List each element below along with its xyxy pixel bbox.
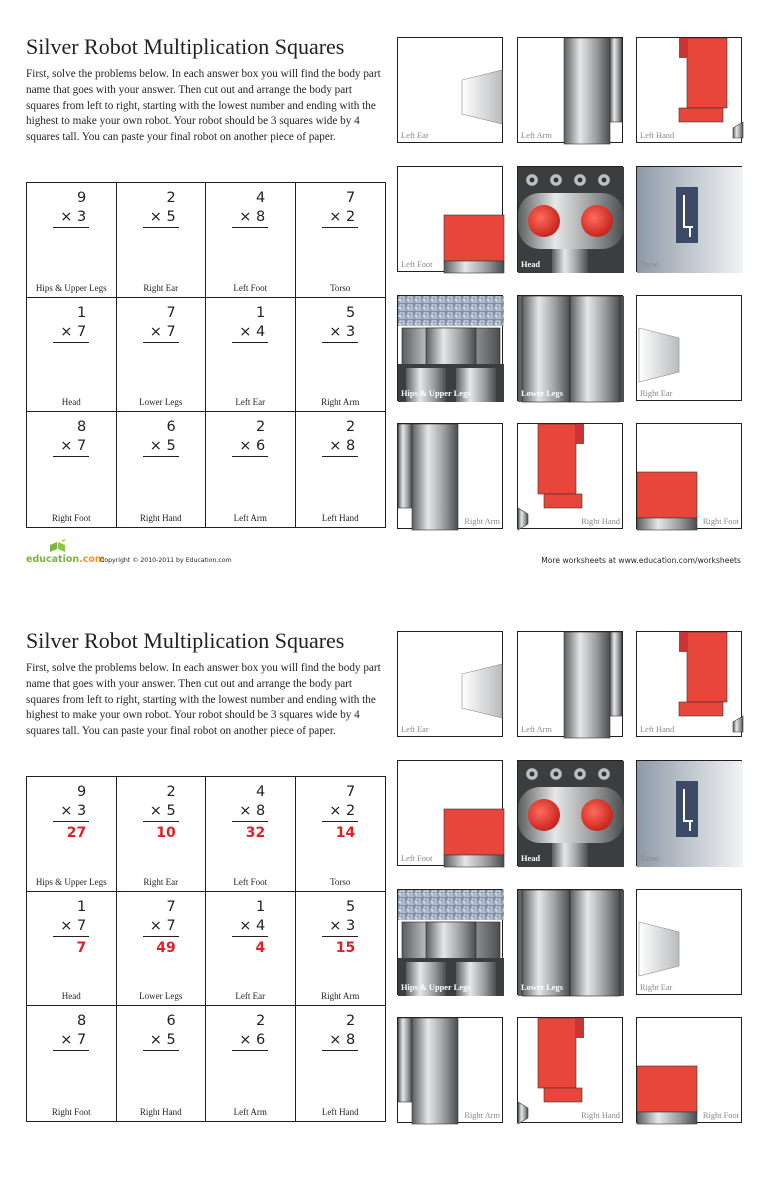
answer: 14 <box>335 825 356 841</box>
tile-left-foot[interactable] <box>397 166 503 272</box>
right-hand-icon <box>518 424 624 530</box>
problem-cell <box>296 777 386 892</box>
body-part-label: Left Foot <box>233 282 268 293</box>
body-part-label: Right Foot <box>51 512 91 523</box>
body-part-tiles <box>397 37 743 528</box>
tile-label: Left Hand <box>640 131 675 140</box>
problem-cell <box>206 298 296 413</box>
tile-label: Left Hand <box>640 725 675 734</box>
tile-torso[interactable] <box>636 760 742 866</box>
right-ear-icon <box>637 890 743 996</box>
multiplication-problem <box>322 418 358 457</box>
problem-cell <box>206 183 296 298</box>
tile-label: Right Arm <box>464 1111 500 1120</box>
multiplicand: 4 <box>256 784 266 800</box>
lower-legs-icon <box>518 296 624 402</box>
multiplier: × 8 <box>322 1031 358 1051</box>
problem-cell <box>117 892 207 1007</box>
multiplier: × 6 <box>232 1031 268 1051</box>
tile-head[interactable] <box>517 760 623 866</box>
copyright-text: Copyright © 2010-2011 by Education.com <box>100 557 232 564</box>
tile-label: Lower Legs <box>521 389 563 398</box>
multiplication-problem <box>53 783 89 844</box>
multiplier: × 7 <box>53 437 89 457</box>
tile-label: Torso <box>640 854 659 863</box>
multiplicand: 2 <box>166 190 176 206</box>
tile-left-ear[interactable] <box>397 631 503 737</box>
body-part-label: Torso <box>330 282 351 293</box>
tile-left-hand[interactable] <box>636 37 742 143</box>
tile-label: Left Arm <box>521 725 552 734</box>
multiplicand: 2 <box>256 1013 266 1030</box>
multiplier: × 8 <box>232 208 268 228</box>
multiplication-problem <box>143 1012 179 1051</box>
body-part-label: Hips & Upper Legs <box>35 282 107 293</box>
worksheet-instructions: First, solve the problems below. In each answer box you will find the body part name that goes with your answer. Then cut out and arrange the body part squares from left to right, starting with the lowest number and ending with the highest to make your own robot. Your robot should be 3 squares wide by 4 squares tall. You can paste your final robot on another piece of paper. <box>26 68 381 144</box>
problem-cell <box>206 1006 296 1121</box>
answer: 10 <box>156 825 176 841</box>
tile-label: Right Hand <box>581 517 620 526</box>
multiplier: × 5 <box>143 208 179 228</box>
more-worksheets-link[interactable]: More worksheets at www.education.com/worksheets <box>541 556 741 565</box>
multiplier: × 8 <box>322 437 358 457</box>
answer: 7 <box>76 939 87 956</box>
right-hand-icon <box>518 1018 624 1124</box>
body-part-label: Lower Legs <box>139 991 183 1002</box>
left-arm-icon <box>518 632 624 738</box>
multiplication-problem <box>232 783 268 844</box>
multiplicand: 5 <box>346 304 356 321</box>
problem-cell <box>117 412 207 527</box>
tile-label: Hips & Upper Legs <box>401 983 471 992</box>
body-part-label: Lower Legs <box>139 397 183 408</box>
tile-left-hand[interactable] <box>636 631 742 737</box>
problem-cell <box>296 892 386 1007</box>
tile-right-arm[interactable] <box>397 423 503 529</box>
multiplier: × 7 <box>53 323 89 343</box>
multiplier: × 2 <box>322 208 358 228</box>
tile-right-foot[interactable] <box>636 423 742 529</box>
problem-cell <box>117 1006 207 1121</box>
body-part-label: Left Foot <box>233 876 268 887</box>
body-part-label: Hips & Upper Legs <box>35 876 107 887</box>
lower-legs-icon <box>518 890 624 996</box>
left-arm-icon <box>518 38 624 144</box>
multiplication-problem <box>232 898 268 959</box>
left-hand-icon <box>637 632 743 738</box>
problem-cell <box>117 298 207 413</box>
tile-right-hand[interactable] <box>517 1017 623 1123</box>
answer: 15 <box>335 939 356 956</box>
multiplication-problem <box>322 189 358 228</box>
tile-label: Lower Legs <box>521 983 563 992</box>
right-foot-icon <box>637 424 743 530</box>
tile-label: Right Arm <box>464 517 500 526</box>
worksheet-answer-key <box>0 594 768 1188</box>
tile-label: Hips & Upper Legs <box>401 389 471 398</box>
tile-label: Right Foot <box>702 517 739 526</box>
tile-lower-legs[interactable] <box>517 889 623 995</box>
tile-left-ear[interactable] <box>397 37 503 143</box>
left-hand-icon <box>637 38 743 144</box>
multiplicand: 7 <box>346 784 356 800</box>
multiplier: × 2 <box>322 802 358 822</box>
multiplication-problem <box>143 783 179 844</box>
problem-cell <box>117 183 207 298</box>
tile-hips[interactable] <box>397 889 503 995</box>
body-part-label: Right Hand <box>139 1106 182 1117</box>
body-part-label: Right Hand <box>139 512 182 523</box>
multiplier: × 3 <box>53 208 89 228</box>
tile-label: Right Foot <box>702 1111 739 1120</box>
multiplicand: 1 <box>77 898 87 915</box>
body-part-label: Left Arm <box>233 512 267 523</box>
left-foot-icon <box>398 761 504 867</box>
multiplicand: 1 <box>256 898 266 915</box>
multiplier: × 4 <box>232 917 268 937</box>
multiplication-problem <box>232 189 268 228</box>
problem-cell <box>27 183 117 298</box>
worksheet-title: Silver Robot Multiplication Squares <box>26 34 345 59</box>
logo-wordmark: education.com <box>26 554 105 565</box>
tile-label: Head <box>521 260 541 269</box>
torso-icon <box>637 761 743 867</box>
multiplicand: 1 <box>77 304 87 321</box>
tile-label: Left Foot <box>401 854 433 863</box>
book-icon <box>48 540 68 554</box>
right-foot-icon <box>637 1018 743 1124</box>
multiplication-problem <box>232 418 268 457</box>
body-part-label: Torso <box>330 876 351 887</box>
multiplicand: 9 <box>77 190 87 206</box>
multiplication-problem <box>232 1012 268 1051</box>
multiplication-problem <box>322 783 358 844</box>
problem-cell <box>296 1006 386 1121</box>
tile-right-foot[interactable] <box>636 1017 742 1123</box>
tile-head[interactable] <box>517 166 623 272</box>
body-part-label: Left Arm <box>233 1106 267 1117</box>
problem-cell <box>206 412 296 527</box>
multiplication-problem <box>53 418 89 457</box>
multiplier: × 7 <box>143 323 179 343</box>
worksheet-instructions: First, solve the problems below. In each answer box you will find the body part name that goes with your answer. Then cut out and arrange the body part squares from left to right, starting with the lowest number and ending with the highest to make your own robot. Your robot should be 3 squares wide by 4 squares tall. You can paste your final robot on another piece of paper. <box>26 662 381 738</box>
problem-cell <box>296 183 386 298</box>
multiplicand: 1 <box>256 304 266 321</box>
body-part-label: Right Arm <box>321 991 360 1002</box>
multiplicand: 6 <box>166 1013 176 1030</box>
multiplicand: 8 <box>77 419 87 436</box>
problem-cell <box>27 777 117 892</box>
tile-label: Left Foot <box>401 260 433 269</box>
head-icon <box>518 167 624 273</box>
tile-label: Right Ear <box>640 389 673 398</box>
worksheet-title: Silver Robot Multiplication Squares <box>26 628 345 653</box>
tile-right-ear[interactable] <box>636 889 742 995</box>
tile-label: Torso <box>640 260 659 269</box>
problem-cell <box>117 777 207 892</box>
body-part-label: Right Ear <box>143 282 179 293</box>
right-ear-icon <box>637 296 743 402</box>
multiplicand: 7 <box>166 304 176 321</box>
tile-right-ear[interactable] <box>636 295 742 401</box>
multiplication-problem <box>53 898 89 959</box>
tile-label: Head <box>521 854 541 863</box>
multiplier: × 5 <box>143 802 179 822</box>
body-part-label: Head <box>61 991 81 1002</box>
problem-cell <box>206 777 296 892</box>
head-icon <box>518 761 624 867</box>
multiplicand: 2 <box>346 1013 356 1030</box>
multiplicand: 6 <box>166 419 176 436</box>
multiplicand: 8 <box>77 1013 87 1030</box>
multiplicand: 2 <box>346 419 356 436</box>
answer: 49 <box>156 939 176 956</box>
multiplier: × 5 <box>143 437 179 457</box>
tile-left-foot[interactable] <box>397 760 503 866</box>
problem-cell <box>206 892 296 1007</box>
multiplier: × 4 <box>232 323 268 343</box>
multiplication-problem <box>143 418 179 457</box>
multiplier: × 7 <box>53 917 89 937</box>
multiplier: × 7 <box>143 917 179 937</box>
tile-label: Left Arm <box>521 131 552 140</box>
multiplier: × 3 <box>322 917 358 937</box>
multiplication-problem <box>143 189 179 228</box>
tile-hips[interactable] <box>397 295 503 401</box>
right-arm-icon <box>398 424 504 530</box>
tile-lower-legs[interactable] <box>517 295 623 401</box>
multiplication-problem <box>143 898 179 959</box>
multiplier: × 5 <box>143 1031 179 1051</box>
multiplicand: 2 <box>256 419 266 436</box>
tile-torso[interactable] <box>636 166 742 272</box>
multiplication-problem <box>322 304 358 343</box>
multiplication-problem <box>53 304 89 343</box>
problem-grid <box>26 776 386 1122</box>
multiplier: × 3 <box>53 802 89 822</box>
hips-icon <box>398 890 504 996</box>
tile-right-arm[interactable] <box>397 1017 503 1123</box>
answer: 32 <box>245 825 266 841</box>
tile-left-arm[interactable] <box>517 37 623 143</box>
tile-label: Right Ear <box>640 983 673 992</box>
right-arm-icon <box>398 1018 504 1124</box>
problem-grid <box>26 182 386 528</box>
tile-label: Left Ear <box>401 725 429 734</box>
multiplicand: 7 <box>346 190 356 206</box>
problem-cell <box>27 1006 117 1121</box>
body-part-label: Right Arm <box>321 397 360 408</box>
left-ear-icon <box>398 632 504 738</box>
tile-label: Right Hand <box>581 1111 620 1120</box>
multiplier: × 8 <box>232 802 268 822</box>
multiplicand: 2 <box>166 784 176 800</box>
multiplication-problem <box>322 1012 358 1051</box>
problem-cell <box>296 298 386 413</box>
multiplication-problem <box>232 304 268 343</box>
left-ear-icon <box>398 38 504 144</box>
multiplicand: 4 <box>256 190 266 206</box>
body-part-label: Right Ear <box>143 876 179 887</box>
multiplication-problem <box>143 304 179 343</box>
tile-left-arm[interactable] <box>517 631 623 737</box>
multiplicand: 7 <box>166 898 176 915</box>
problem-cell <box>296 412 386 527</box>
multiplier: × 7 <box>53 1031 89 1051</box>
body-part-label: Right Foot <box>51 1106 91 1117</box>
answer: 4 <box>255 939 266 956</box>
multiplicand: 5 <box>346 898 356 915</box>
body-part-label: Left Ear <box>235 991 266 1002</box>
torso-icon <box>637 167 743 273</box>
multiplier: × 3 <box>322 323 358 343</box>
tile-right-hand[interactable] <box>517 423 623 529</box>
left-foot-icon <box>398 167 504 273</box>
problem-cell <box>27 412 117 527</box>
body-part-tiles <box>397 631 743 1122</box>
multiplication-problem <box>53 1012 89 1051</box>
body-part-label: Left Ear <box>235 397 266 408</box>
problem-cell <box>27 892 117 1007</box>
problem-cell <box>27 298 117 413</box>
body-part-label: Left Hand <box>321 1106 359 1117</box>
multiplication-problem <box>53 189 89 228</box>
body-part-label: Left Hand <box>321 512 359 523</box>
body-part-label: Head <box>61 397 81 408</box>
multiplier: × 6 <box>232 437 268 457</box>
tile-label: Left Ear <box>401 131 429 140</box>
answer: 27 <box>66 825 87 841</box>
hips-icon <box>398 296 504 402</box>
multiplication-problem <box>322 898 358 959</box>
multiplicand: 9 <box>77 784 87 800</box>
